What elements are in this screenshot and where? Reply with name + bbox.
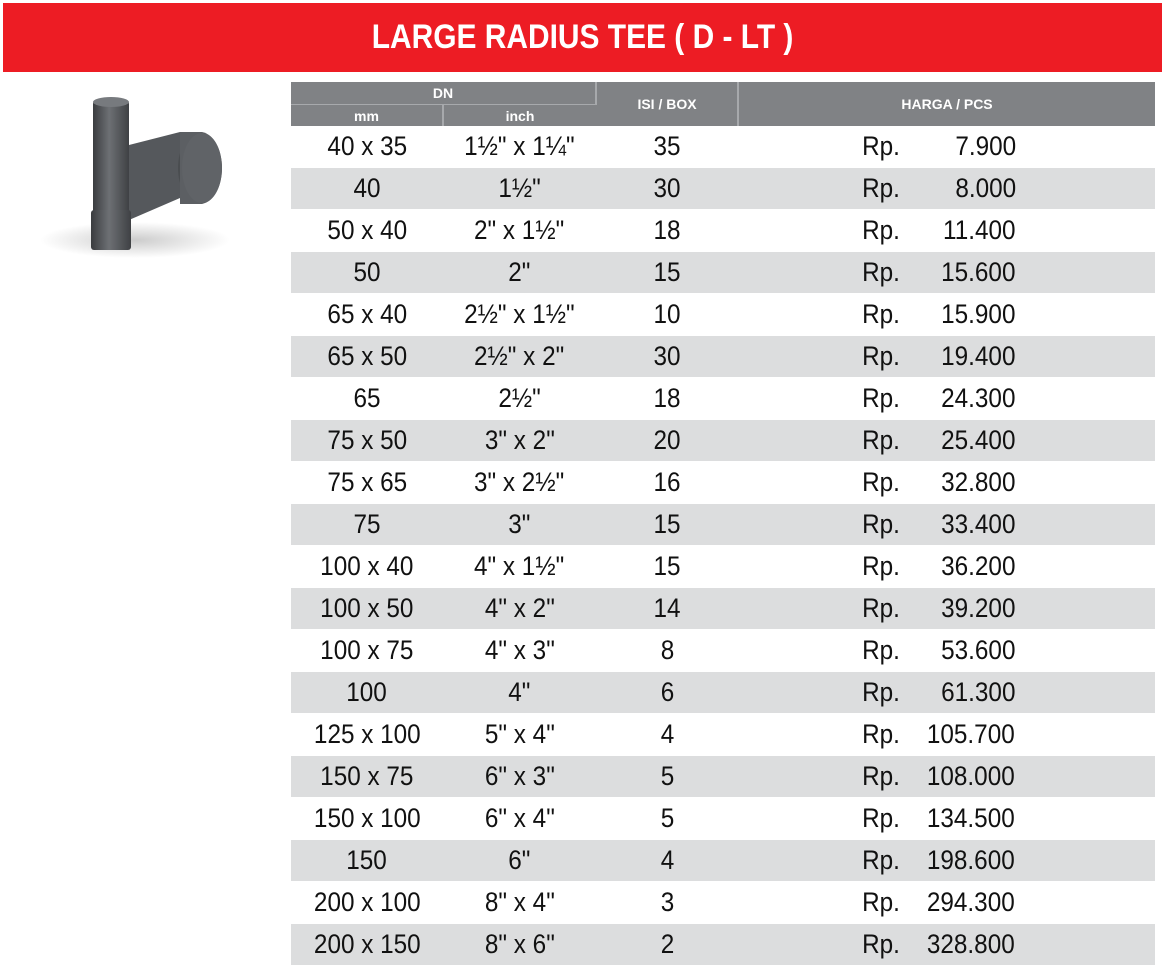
currency-label: Rp. bbox=[862, 551, 900, 581]
table-row bbox=[291, 378, 1155, 420]
inch-value: 1½" x 1¼" bbox=[464, 131, 575, 161]
currency-label: Rp. bbox=[862, 215, 900, 245]
cell-inch bbox=[443, 504, 596, 546]
cell-isi bbox=[596, 504, 738, 546]
cell-mm bbox=[291, 840, 443, 882]
cell-inch bbox=[443, 630, 596, 672]
cell-inch bbox=[443, 252, 596, 294]
cell-inch bbox=[443, 546, 596, 588]
cell-price bbox=[738, 546, 1155, 588]
inch-value: 2" bbox=[508, 257, 531, 287]
cell-price bbox=[738, 336, 1155, 378]
cell-price bbox=[738, 882, 1155, 924]
price-value: 294.300 bbox=[927, 887, 1016, 917]
cell-inch bbox=[443, 378, 596, 420]
price-value: 105.700 bbox=[927, 719, 1016, 749]
cell-isi bbox=[596, 126, 738, 168]
currency-label: Rp. bbox=[862, 341, 900, 371]
cell-mm bbox=[291, 924, 443, 966]
cell-isi bbox=[596, 756, 738, 798]
cell-price bbox=[738, 252, 1155, 294]
price-value: 53.600 bbox=[941, 635, 1016, 665]
inch-value: 3" x 2" bbox=[484, 425, 555, 455]
cell-price bbox=[738, 714, 1155, 756]
mm-value: 100 bbox=[346, 677, 388, 707]
cell-inch bbox=[443, 756, 596, 798]
cell-price bbox=[738, 126, 1155, 168]
cell-isi bbox=[596, 294, 738, 336]
mm-value: 65 bbox=[353, 383, 381, 413]
inch-value: 2½" x 1½" bbox=[464, 299, 575, 329]
isi-value: 18 bbox=[653, 215, 681, 245]
cell-price bbox=[738, 798, 1155, 840]
price-value: 39.200 bbox=[941, 593, 1016, 623]
title-banner bbox=[3, 3, 1162, 72]
mm-value: 75 x 65 bbox=[327, 467, 407, 497]
isi-value: 30 bbox=[653, 341, 681, 371]
cell-isi bbox=[596, 420, 738, 462]
cell-inch bbox=[443, 336, 596, 378]
cell-inch bbox=[443, 462, 596, 504]
cell-price bbox=[738, 294, 1155, 336]
cell-mm bbox=[291, 588, 443, 630]
cell-price bbox=[738, 462, 1155, 504]
inch-value: 3" x 2½" bbox=[474, 467, 565, 497]
price-value: 198.600 bbox=[927, 845, 1016, 875]
price-value: 15.600 bbox=[941, 257, 1016, 287]
cell-price bbox=[738, 924, 1155, 966]
cell-price bbox=[738, 630, 1155, 672]
cell-isi bbox=[596, 210, 738, 252]
mm-value: 100 x 40 bbox=[320, 551, 414, 581]
price-value: 7.900 bbox=[955, 131, 1017, 161]
table-row bbox=[291, 504, 1155, 546]
mm-value: 75 x 50 bbox=[327, 425, 407, 455]
inch-value: 6" x 3" bbox=[484, 761, 555, 791]
cell-isi bbox=[596, 336, 738, 378]
cell-mm bbox=[291, 252, 443, 294]
mm-value: 150 x 100 bbox=[313, 803, 421, 833]
cell-isi bbox=[596, 882, 738, 924]
isi-value: 30 bbox=[653, 173, 681, 203]
cell-mm bbox=[291, 420, 443, 462]
currency-label: Rp. bbox=[862, 131, 900, 161]
mm-value: 40 bbox=[353, 173, 381, 203]
price-value: 19.400 bbox=[941, 341, 1016, 371]
header-mm: mm bbox=[291, 105, 443, 127]
table-row bbox=[291, 420, 1155, 462]
cell-isi bbox=[596, 672, 738, 714]
inch-value: 2½" x 2" bbox=[474, 341, 565, 371]
mm-value: 40 x 35 bbox=[327, 131, 407, 161]
mm-value: 75 bbox=[353, 509, 381, 539]
currency-label: Rp. bbox=[862, 887, 900, 917]
cell-mm bbox=[291, 672, 443, 714]
isi-value: 35 bbox=[653, 131, 681, 161]
table-row bbox=[291, 252, 1155, 294]
price-value: 134.500 bbox=[927, 803, 1016, 833]
isi-value: 20 bbox=[653, 425, 681, 455]
price-value: 328.800 bbox=[927, 929, 1016, 959]
cell-price bbox=[738, 504, 1155, 546]
cell-price bbox=[738, 420, 1155, 462]
cell-price bbox=[738, 756, 1155, 798]
price-value: 8.000 bbox=[955, 173, 1017, 203]
cell-mm bbox=[291, 210, 443, 252]
table-row bbox=[291, 168, 1155, 210]
currency-label: Rp. bbox=[862, 467, 900, 497]
currency-label: Rp. bbox=[862, 425, 900, 455]
inch-value: 2" x 1½" bbox=[474, 215, 565, 245]
inch-value: 3" bbox=[508, 509, 531, 539]
cell-price bbox=[738, 210, 1155, 252]
cell-price bbox=[738, 588, 1155, 630]
cell-price bbox=[738, 840, 1155, 882]
cell-isi bbox=[596, 588, 738, 630]
currency-label: Rp. bbox=[862, 383, 900, 413]
isi-value: 16 bbox=[653, 467, 681, 497]
cell-mm bbox=[291, 798, 443, 840]
cell-isi bbox=[596, 462, 738, 504]
mm-value: 125 x 100 bbox=[313, 719, 421, 749]
price-value: 24.300 bbox=[941, 383, 1016, 413]
cell-mm bbox=[291, 336, 443, 378]
mm-value: 100 x 50 bbox=[320, 593, 414, 623]
currency-label: Rp. bbox=[862, 677, 900, 707]
isi-value: 15 bbox=[653, 551, 681, 581]
table-row bbox=[291, 882, 1155, 924]
cell-isi bbox=[596, 630, 738, 672]
cell-inch bbox=[443, 420, 596, 462]
currency-label: Rp. bbox=[862, 635, 900, 665]
inch-value: 6" bbox=[508, 845, 531, 875]
mm-value: 200 x 100 bbox=[313, 887, 421, 917]
isi-value: 4 bbox=[660, 845, 674, 875]
cell-mm bbox=[291, 294, 443, 336]
isi-value: 10 bbox=[653, 299, 681, 329]
inch-value: 8" x 4" bbox=[484, 887, 555, 917]
cell-mm bbox=[291, 630, 443, 672]
currency-label: Rp. bbox=[862, 719, 900, 749]
table-row bbox=[291, 546, 1155, 588]
currency-label: Rp. bbox=[862, 761, 900, 791]
table-row bbox=[291, 336, 1155, 378]
currency-label: Rp. bbox=[862, 803, 900, 833]
mm-value: 65 x 50 bbox=[327, 341, 407, 371]
currency-label: Rp. bbox=[862, 929, 900, 959]
isi-value: 15 bbox=[653, 257, 681, 287]
cell-price bbox=[738, 378, 1155, 420]
inch-value: 4" bbox=[508, 677, 531, 707]
table-row bbox=[291, 126, 1155, 168]
cell-inch bbox=[443, 126, 596, 168]
cell-mm bbox=[291, 882, 443, 924]
header-isi-box: ISI / BOX bbox=[596, 82, 738, 126]
inch-value: 6" x 4" bbox=[484, 803, 555, 833]
price-value: 36.200 bbox=[941, 551, 1016, 581]
inch-value: 5" x 4" bbox=[484, 719, 555, 749]
tee-fitting-image bbox=[30, 90, 250, 265]
isi-value: 18 bbox=[653, 383, 681, 413]
header-inch: inch bbox=[443, 105, 596, 127]
cell-mm bbox=[291, 546, 443, 588]
isi-value: 3 bbox=[660, 887, 674, 917]
currency-label: Rp. bbox=[862, 509, 900, 539]
cell-mm bbox=[291, 504, 443, 546]
isi-value: 6 bbox=[660, 677, 674, 707]
cell-price bbox=[738, 672, 1155, 714]
mm-value: 100 x 75 bbox=[320, 635, 414, 665]
mm-value: 200 x 150 bbox=[313, 929, 421, 959]
isi-value: 14 bbox=[653, 593, 681, 623]
currency-label: Rp. bbox=[862, 257, 900, 287]
inch-value: 2½" bbox=[498, 383, 541, 413]
table-row bbox=[291, 294, 1155, 336]
isi-value: 5 bbox=[660, 761, 674, 791]
page-title: LARGE RADIUS TEE ( D - LT ) bbox=[371, 18, 794, 56]
cell-isi bbox=[596, 714, 738, 756]
mm-value: 65 x 40 bbox=[327, 299, 407, 329]
cell-inch bbox=[443, 168, 596, 210]
table-row bbox=[291, 588, 1155, 630]
isi-value: 4 bbox=[660, 719, 674, 749]
cell-isi bbox=[596, 924, 738, 966]
cell-mm bbox=[291, 168, 443, 210]
cell-inch bbox=[443, 210, 596, 252]
cell-mm bbox=[291, 126, 443, 168]
cell-inch bbox=[443, 882, 596, 924]
isi-value: 8 bbox=[660, 635, 674, 665]
cell-inch bbox=[443, 798, 596, 840]
table-row bbox=[291, 756, 1155, 798]
cell-mm bbox=[291, 378, 443, 420]
cell-inch bbox=[443, 672, 596, 714]
inch-value: 4" x 1½" bbox=[474, 551, 565, 581]
currency-label: Rp. bbox=[862, 845, 900, 875]
mm-value: 50 x 40 bbox=[327, 215, 407, 245]
inch-value: 4" x 3" bbox=[484, 635, 555, 665]
price-value: 15.900 bbox=[941, 299, 1016, 329]
table-row bbox=[291, 714, 1155, 756]
cell-inch bbox=[443, 294, 596, 336]
currency-label: Rp. bbox=[862, 593, 900, 623]
cell-mm bbox=[291, 756, 443, 798]
cell-inch bbox=[443, 840, 596, 882]
isi-value: 15 bbox=[653, 509, 681, 539]
table-row bbox=[291, 798, 1155, 840]
mm-value: 50 bbox=[353, 257, 381, 287]
cell-isi bbox=[596, 798, 738, 840]
cell-isi bbox=[596, 168, 738, 210]
cell-price bbox=[738, 168, 1155, 210]
price-value: 11.400 bbox=[943, 215, 1016, 245]
table-row bbox=[291, 840, 1155, 882]
cell-inch bbox=[443, 924, 596, 966]
price-value: 61.300 bbox=[941, 677, 1016, 707]
cell-mm bbox=[291, 714, 443, 756]
table-row bbox=[291, 462, 1155, 504]
cell-isi bbox=[596, 378, 738, 420]
table-row bbox=[291, 672, 1155, 714]
inch-value: 1½" bbox=[498, 173, 541, 203]
table-row bbox=[291, 210, 1155, 252]
table-row bbox=[291, 924, 1155, 966]
header-dn: DN bbox=[291, 82, 596, 105]
cell-inch bbox=[443, 714, 596, 756]
header-harga: HARGA / PCS bbox=[738, 82, 1155, 126]
cell-inch bbox=[443, 588, 596, 630]
price-value: 33.400 bbox=[941, 509, 1016, 539]
price-value: 108.000 bbox=[927, 761, 1016, 791]
price-table bbox=[291, 82, 1155, 966]
price-value: 25.400 bbox=[941, 425, 1016, 455]
mm-value: 150 bbox=[346, 845, 388, 875]
cell-isi bbox=[596, 840, 738, 882]
cell-mm bbox=[291, 462, 443, 504]
isi-value: 5 bbox=[660, 803, 674, 833]
currency-label: Rp. bbox=[862, 299, 900, 329]
cell-isi bbox=[596, 546, 738, 588]
mm-value: 150 x 75 bbox=[320, 761, 414, 791]
cell-isi bbox=[596, 252, 738, 294]
price-value: 32.800 bbox=[941, 467, 1016, 497]
inch-value: 4" x 2" bbox=[484, 593, 555, 623]
inch-value: 8" x 6" bbox=[484, 929, 555, 959]
currency-label: Rp. bbox=[862, 173, 900, 203]
table-row bbox=[291, 630, 1155, 672]
isi-value: 2 bbox=[660, 929, 674, 959]
